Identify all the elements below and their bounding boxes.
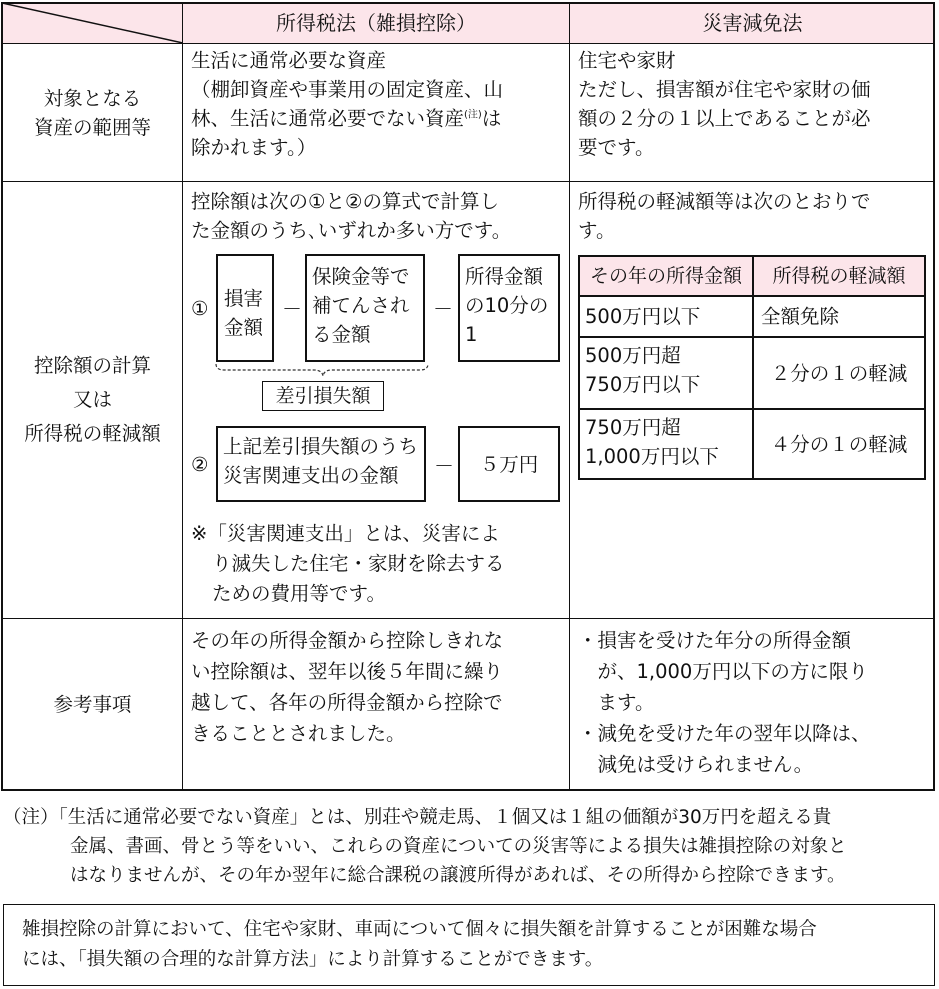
text-line: ・減免を受けた年の翌年以降は、 bbox=[578, 722, 871, 745]
insurance-compensation-box bbox=[305, 254, 425, 362]
text-line: が、1,000万円以下の方に限り bbox=[578, 660, 868, 683]
text-line: 所得税の軽減額等は次のとおりで bbox=[578, 190, 871, 213]
income-tenth-box bbox=[458, 254, 560, 362]
text-line: 要です。 bbox=[578, 136, 655, 159]
reference-disaster-relief bbox=[578, 625, 934, 780]
row-label-line: 資産の範囲等 bbox=[33, 115, 151, 139]
minus-sign: － bbox=[433, 297, 453, 321]
row-label-deduction-calc bbox=[3, 182, 182, 618]
text-line: 減免は受けられません。 bbox=[578, 753, 814, 776]
formula-1-number: ① bbox=[191, 297, 209, 320]
box-line: 所得金額 bbox=[465, 265, 544, 288]
box-line: の10分の bbox=[465, 294, 549, 317]
text-line: ための費用等です。 bbox=[212, 582, 386, 605]
box-line: 災害関連支出の金額 bbox=[223, 464, 399, 487]
table-cell: ４分の１の軽減 bbox=[770, 432, 908, 456]
asset-scope-income-tax bbox=[191, 46, 569, 162]
net-loss-label: 差引損失額 bbox=[262, 381, 384, 411]
table-cell: ２分の１の軽減 bbox=[770, 361, 908, 385]
text-line: ・損害を受けた年分の所得金額 bbox=[578, 629, 852, 652]
row-label-line: 所得税の軽減額 bbox=[24, 422, 161, 445]
damage-amount-box bbox=[216, 254, 274, 362]
cell-line: 750万円以下 bbox=[585, 373, 701, 396]
box-line: 補てんされ bbox=[312, 294, 410, 317]
reference-income-tax bbox=[191, 625, 569, 749]
text-line: その年の所得金額から控除しきれな bbox=[191, 629, 504, 652]
header-corner-diagonal bbox=[2, 3, 183, 44]
info-line: には、「損失額の合理的な計算方法」により計算することができます。 bbox=[22, 949, 604, 970]
row-label-asset-scope bbox=[3, 44, 182, 181]
text-line: ※「災害関連支出」とは、災害によ bbox=[191, 522, 500, 545]
text-line: 越して、各年の所得金額から控除で bbox=[191, 691, 503, 714]
box-line: 上記差引損失額のうち bbox=[223, 435, 419, 458]
row-label-line: 又は bbox=[72, 388, 112, 411]
box-line: る金額 bbox=[312, 323, 371, 346]
text-line: 額の２分の１以上であることが必 bbox=[578, 107, 871, 130]
disaster-expense-note bbox=[191, 519, 569, 609]
text-line: 林、生活に通常必要でない資産$^{(注)}$は bbox=[191, 107, 502, 130]
table-cell bbox=[585, 341, 700, 399]
table-cell: 500万円以下 bbox=[585, 305, 701, 328]
text-line: きることとされました。 bbox=[191, 722, 406, 745]
text-line: り滅失した住宅・家財を除去する bbox=[212, 552, 505, 575]
disaster-expense-box bbox=[216, 426, 426, 502]
row-label-line: 対象となる bbox=[43, 86, 142, 110]
text-line: い控除額は、翌年以後５年間に繰り bbox=[191, 660, 504, 683]
footnote-line: （注）「生活に通常必要でない資産」とは、別荘や競走馬、１個又は１組の価額が30万円を超える貴 bbox=[3, 807, 832, 828]
cell-line: 750万円超 bbox=[585, 416, 681, 439]
cell-line: 1,000万円以下 bbox=[585, 445, 719, 468]
row-label-reference: 参考事項 bbox=[53, 693, 132, 716]
note-reference: (注) bbox=[464, 109, 482, 121]
relief-intro bbox=[578, 187, 930, 245]
fifty-thousand-yen-box: ５万円 bbox=[458, 426, 560, 502]
text-line: 除かれます。） bbox=[191, 136, 317, 159]
asset-scope-disaster-relief bbox=[578, 46, 930, 162]
table-cell bbox=[585, 413, 719, 471]
formula-2-number: ② bbox=[191, 453, 209, 476]
text-line: す。 bbox=[578, 219, 616, 242]
table-cell: 全額免除 bbox=[761, 305, 840, 328]
column-divider bbox=[569, 2, 570, 791]
header-disaster-relief-law: 災害減免法 bbox=[702, 10, 803, 35]
subtraction-brace bbox=[214, 362, 432, 382]
info-line: 雑損控除の計算において、住宅や家財、車両について個々に損失額を計算することが困難な場合 bbox=[22, 919, 817, 940]
text-line: （棚卸資産や事業用の固定資産、山 bbox=[191, 78, 504, 101]
text-line: ます。 bbox=[578, 691, 655, 714]
box-line: 金額 bbox=[224, 316, 264, 339]
relief-col-income: その年の所得金額 bbox=[589, 264, 742, 287]
text-line: 住宅や家財 bbox=[578, 49, 676, 72]
relief-table-row-divider bbox=[578, 295, 926, 297]
footnote bbox=[3, 803, 937, 890]
calculation-info-box bbox=[3, 904, 935, 986]
minus-sign: － bbox=[282, 297, 302, 321]
text-line: 控除額は次の①と②の算式で計算し bbox=[191, 190, 499, 213]
column-divider bbox=[182, 2, 183, 791]
minus-sign: － bbox=[434, 454, 454, 478]
deduction-intro bbox=[191, 187, 569, 245]
text-line: た金額のうち､いずれか多い方です。 bbox=[191, 219, 512, 242]
box-line: 保険金等で bbox=[312, 265, 410, 288]
row-label-line: 控除額の計算 bbox=[33, 354, 151, 377]
header-income-tax-law: 所得税法（雑損控除） bbox=[276, 10, 476, 35]
footnote-line: 金属、書画、骨とう等をいい、これらの資産についての災害等による損失は雑損控除の対象と bbox=[70, 836, 847, 857]
cell-line: 500万円超 bbox=[585, 344, 681, 367]
text-line: 生活に通常必要な資産 bbox=[191, 49, 387, 72]
box-line: 損害 bbox=[224, 287, 264, 310]
box-line: 1 bbox=[465, 323, 478, 346]
relief-col-reduction: 所得税の軽減額 bbox=[772, 264, 906, 287]
text-line: ただし、損害額が住宅や家財の価 bbox=[578, 78, 871, 101]
footnote-line: はなりませんが、その年か翌年に総合課税の譲渡所得があれば、その所得から控除できます。 bbox=[70, 865, 846, 886]
